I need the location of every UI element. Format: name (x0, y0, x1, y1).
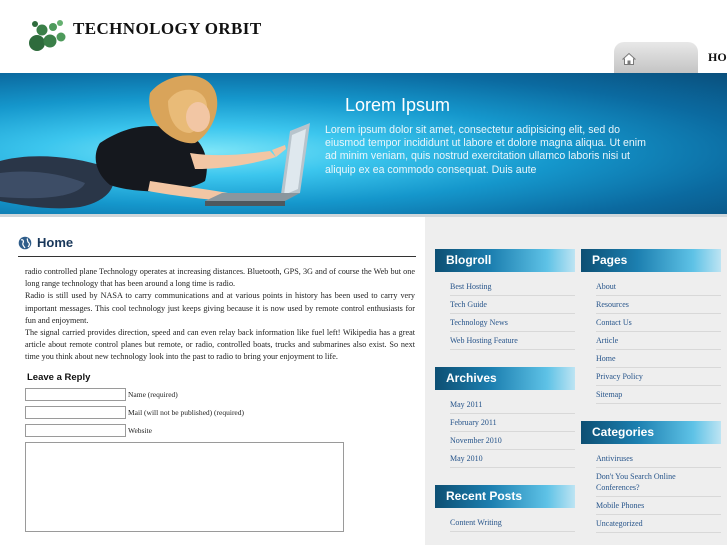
pages-widget (581, 249, 721, 404)
globe-icon (18, 236, 32, 250)
blogroll-widget (435, 249, 575, 350)
archives-list (435, 390, 575, 468)
list-item (435, 278, 575, 296)
list-item (435, 450, 575, 468)
nav-item-home[interactable]: HO (708, 50, 727, 64)
list-item (581, 368, 721, 386)
page-link[interactable]: Article (596, 332, 721, 350)
archives-widget (435, 367, 575, 468)
archives-title: Archives (435, 367, 575, 390)
list-item (581, 314, 721, 332)
website-label: Website (128, 425, 152, 435)
list-item (581, 350, 721, 368)
list-item (435, 514, 575, 532)
categories-title: Categories (581, 421, 721, 444)
page-link[interactable]: Sitemap (596, 386, 721, 404)
category-link[interactable]: Antiviruses (596, 450, 721, 468)
recent-posts-list (435, 508, 575, 532)
list-item (581, 278, 721, 296)
logo-icon[interactable] (28, 18, 66, 52)
pages-list (581, 272, 721, 404)
recent-post-link[interactable]: Content Writing (450, 514, 575, 532)
name-input[interactable] (25, 388, 126, 401)
post-paragraph: radio controlled plane Technology operates at increasing distances. Bluetooth, GPS, 3G and of course the Web but one long range technology that has been around a long time is radio. (25, 267, 415, 289)
nav-home-tab[interactable] (614, 42, 698, 73)
comment-textarea[interactable] (25, 442, 344, 532)
list-item (435, 414, 575, 432)
blogroll-link[interactable]: Tech Guide (450, 296, 575, 314)
category-link[interactable]: Uncategorized (596, 515, 721, 533)
website-row (25, 424, 416, 437)
page-link[interactable]: Contact Us (596, 314, 721, 332)
list-item (435, 314, 575, 332)
sidebar-column-right (581, 217, 721, 533)
sidebar (425, 217, 727, 545)
pages-title: Pages (581, 249, 721, 272)
page-link[interactable]: Resources (596, 296, 721, 314)
website-input[interactable] (25, 424, 126, 437)
banner-title: Lorem Ipsum (345, 95, 451, 115)
name-row (25, 388, 416, 401)
categories-widget (581, 421, 721, 533)
mail-row (25, 406, 416, 419)
page-heading (18, 233, 416, 257)
woman-laptop-illustration (0, 73, 330, 216)
recent-posts-widget (435, 485, 575, 532)
list-item (581, 497, 721, 515)
blogroll-link[interactable]: Technology News (450, 314, 575, 332)
hero-banner (0, 73, 727, 216)
post-paragraph: The signal carried provides direction, speed and can even relay back information like fuel left! Wikipedia has a great article about remote control planes but remote, or radio, controlled boats, trucks and submarines also exist. So next time you think about new technology look into the past to radio to bring your enjoyment to life. (25, 328, 415, 362)
site-title[interactable]: TECHNOLOGY ORBIT (73, 19, 262, 38)
site-header (0, 0, 727, 73)
list-item (581, 296, 721, 314)
list-item (581, 332, 721, 350)
list-item (435, 296, 575, 314)
page-link[interactable]: Home (596, 350, 721, 368)
list-item (435, 396, 575, 414)
category-link[interactable]: Mobile Phones (596, 497, 721, 515)
email-input[interactable] (25, 406, 126, 419)
page-link[interactable]: About (596, 278, 721, 296)
list-item (435, 432, 575, 450)
sidebar-column-left (435, 217, 575, 532)
name-label: Name (required) (128, 389, 178, 399)
home-icon (622, 52, 636, 66)
archive-link[interactable]: May 2011 (450, 396, 575, 414)
blogroll-link[interactable]: Web Hosting Feature (450, 332, 575, 350)
post-paragraph: Radio is still used by NASA to carry communications and at various points in history has been used to carry very important messages. This cool technology just keeps giving because it is now used by remote control enthusiasts for fun and enjoyment. (25, 291, 415, 325)
archive-link[interactable]: February 2011 (450, 414, 575, 432)
list-item (581, 386, 721, 404)
list-item (581, 450, 721, 468)
blogroll-link[interactable]: Best Hosting (450, 278, 575, 296)
reply-heading: Leave a Reply (27, 371, 91, 383)
category-link[interactable]: Don't You Search Online Conferences? (596, 468, 721, 497)
banner-text: Lorem ipsum dolor sit amet, consectetur adipisicing elit, sed do eiusmod tempor incididunt ut labore et dolore magna aliqua. Ut enim ad minim veniam, quis nostrud exercitation ullamco laboris nisi ut aliquip ex ea commodo consequat. Duis aute (325, 124, 646, 176)
list-item (581, 515, 721, 533)
post-body (25, 266, 415, 364)
main-content (18, 233, 416, 532)
archive-link[interactable]: November 2010 (450, 432, 575, 450)
categories-list (581, 444, 721, 533)
recent-posts-title: Recent Posts (435, 485, 575, 508)
page-link[interactable]: Privacy Policy (596, 368, 721, 386)
archive-link[interactable]: May 2010 (450, 450, 575, 468)
page-title: Home (37, 235, 74, 250)
blogroll-list (435, 272, 575, 350)
list-item (581, 468, 721, 497)
list-item (435, 332, 575, 350)
blogroll-title: Blogroll (435, 249, 575, 272)
email-label: Mail (will not be published) (required) (128, 407, 245, 417)
